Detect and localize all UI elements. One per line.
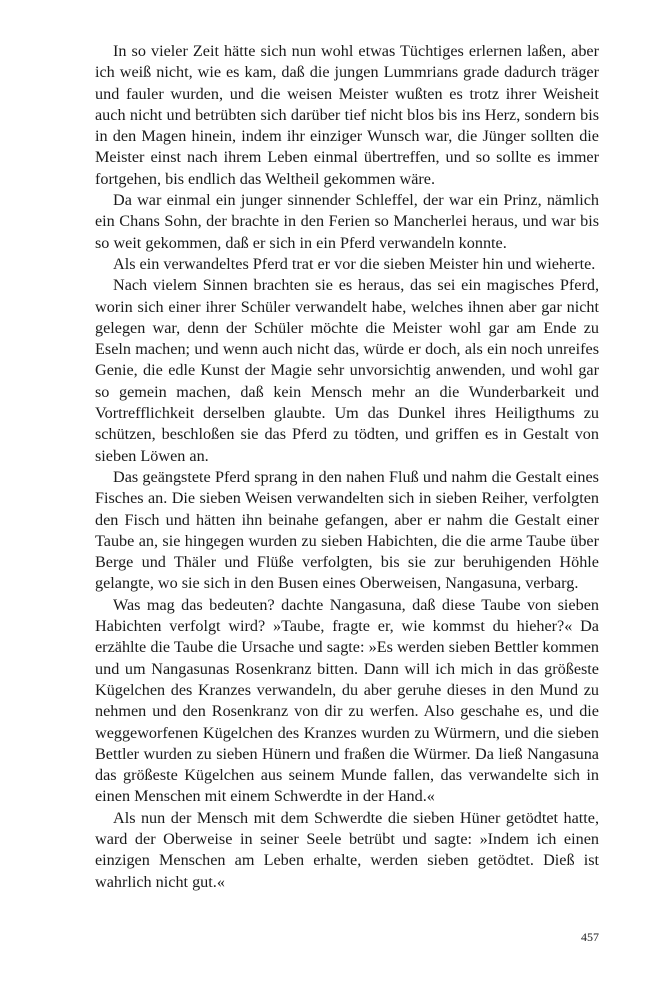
paragraph: Als nun der Mensch mit dem Schwerdte die sieben Hüner getödtet hatte, ward der Oberweise in seiner Seele betrübt und sagte: »Indem ich einen einzigen Menschen am Leben erhalte, werden sieben getödtet. Dieß ist wahrlich nicht gut.«	[95, 808, 599, 891]
paragraph: Nach vielem Sinnen brachten sie es heraus, das sei ein magisches Pferd, worin sich einer ihrer Schüler verwandelt habe, welches ihnen aber gar nicht gelegen war, denn der Schüler möchte die Meister wohl gar am Ende zu Eseln machen; und wenn auch nicht das, würde er doch, als ein noch unreifes Genie, die edle Kunst der Magie sehr unvorsichtig anwenden, und wohl gar so gemein machen, daß kein Mensch mehr an die Wunderbarkeit und Vortrefflichkeit derselben glaubte. Um das Dunkel ihres Heiligthums zu schützen, beschloßen sie das Pferd zu tödten, und griffen es in Gestalt von sieben Löwen an.	[95, 276, 599, 465]
paragraph: Das geängstete Pferd sprang in den nahen Fluß und nahm die Gestalt eines Fisches an. Die sieben Weisen verwandelten sich in sieben Reiher, verfolgten den Fisch und hätten ihn beinahe gefangen, aber er nahm die Gestalt einer Taube an, sie hingegen wurden zu sieben Habichten, die die arme Taube über Berge und Thäler und Flüße verfolgten, bis sie zur beruhigenden Höhle gelangte, wo sie sich in den Busen eines Oberweisen, Nangasuna, verbarg.	[95, 467, 599, 593]
paragraph: Da war einmal ein junger sinnender Schleffel, der war ein Prinz, nämlich ein Chans Sohn, der brachte in den Ferien so Mancherlei heraus, und war bis so weit gekommen, daß er sich in ein Pferd verwandeln konnte.	[95, 191, 599, 252]
body-text	[95, 41, 599, 893]
paragraph: Was mag das bedeuten? dachte Nangasuna, daß diese Taube von sieben Habichten verfolgt wird? »Taube, fragte er, wie kommst du hieher?« Da erzählte die Taube die Ursache und sagte: »Es werden sieben Bettler kommen und um Nangasunas Rosenkranz bitten. Dann will ich mich in das größeste Kügelchen des Kranzes verwandeln, du aber geruhe dieses in den Mund zu nehmen und den Rosenkranz von dir zu werfen. Also geschahe es, und die weggeworfenen Kügelchen des Kranzes wurden zu Würmern, und die sieben Bettler wurden zu sieben Hünern und fraßen die Würmer. Da ließ Nangasuna das größeste Kügelchen aus seinem Munde fallen, das verwandelte sich in einen Menschen mit einem Schwerdte in der Hand.«	[95, 595, 599, 806]
paragraph: In so vieler Zeit hätte sich nun wohl etwas Tüchtiges erlernen laßen, aber ich weiß nicht, wie es kam, daß die jungen Lummrians grade dadurch träger und fauler wurden, und die weisen Meister wußten es trotz ihrer Weisheit auch nicht und betrübten sich darüber tief nicht blos bis ins Herz, sondern bis in den Magen hinein, indem ihr einziger Wunsch war, die Jünger sollten die Meister einst nach ihrem Leben einmal übertreffen, und so sollte es immer fortgehen, bis endlich das Weltheil gekommen wäre.	[95, 42, 599, 188]
paragraph: Als ein verwandeltes Pferd trat er vor die sieben Meister hin und wieherte.	[113, 254, 596, 273]
page-number: 457	[581, 930, 599, 944]
